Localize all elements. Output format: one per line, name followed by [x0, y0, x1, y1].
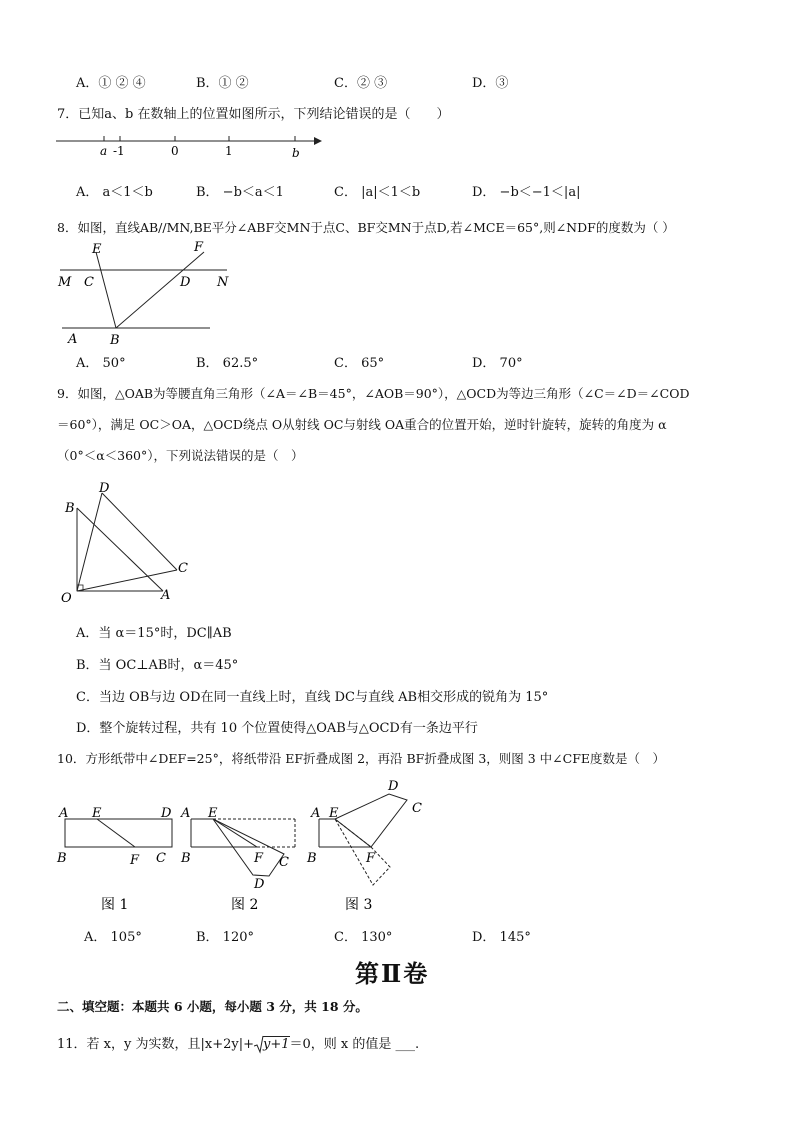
sqrt-symbol [254, 1037, 290, 1052]
q7-number-line [52, 130, 332, 162]
svg-text:A: A [68, 332, 78, 347]
radical-sign-icon [254, 1035, 264, 1055]
q9-option-b: B．当 OC⊥AB时，α＝45° [76, 658, 239, 673]
q10-figures [55, 772, 435, 917]
svg-text:F: F [254, 851, 264, 866]
q7-option-d: D． −b＜−1＜|a| [472, 185, 581, 200]
q10-fig3 [306, 779, 422, 913]
svg-text:M: M [58, 275, 72, 290]
label-minus1: -1 [113, 144, 125, 158]
q11-suffix: ＝0，则 x 的值是 ___. [289, 1037, 420, 1052]
svg-text:C: C [412, 801, 422, 816]
q9-option-d: D．整个旋转过程，共有 10 个位置使得△OAB与△OCD有一条边平行 [76, 721, 478, 736]
label-b: b [292, 146, 300, 160]
section-header: 二、填空题：本题共 6 小题，每小题 3 分，共 18 分。 [57, 999, 368, 1014]
q11 [57, 1033, 419, 1052]
q10-stem: 10．方形纸带中∠DEF=25°，将纸带沿 EF折叠成图 2，再沿 BF折叠成图 3，则图 3 中∠CFE度数是（ ） [57, 751, 666, 766]
q8-option-b: B． 62.5° [196, 356, 259, 371]
q8-option-c: C． 65° [334, 356, 385, 371]
svg-text:B: B [181, 851, 191, 866]
svg-text:C: C [279, 855, 289, 870]
q10-option-d: D． 145° [472, 930, 531, 945]
q10-fig1 [56, 806, 172, 913]
svg-text:A: A [59, 806, 69, 821]
svg-text:A: A [311, 806, 321, 821]
svg-text:D: D [161, 806, 172, 821]
svg-text:D: D [180, 275, 191, 290]
svg-text:E: E [92, 242, 102, 257]
q8-option-a: A． 50° [76, 356, 126, 371]
q9-line3: （0°＜α＜360°），下列说法错误的是（ ） [57, 448, 304, 463]
svg-text:F: F [366, 851, 376, 866]
svg-text:F: F [130, 853, 140, 868]
svg-text:D: D [388, 779, 399, 794]
svg-text:F: F [194, 240, 204, 255]
svg-text:C: C [178, 561, 188, 576]
label-0: 0 [171, 144, 179, 158]
svg-text:B: B [307, 851, 317, 866]
svg-text:C: C [84, 275, 94, 290]
q7-stem: 7．已知a、b 在数轴上的位置如图所示，下列结论错误的是（ ） [57, 107, 450, 122]
q11-prefix: 11．若 x，y 为实数，且|x+2y|+ [57, 1037, 254, 1052]
svg-text:O: O [61, 591, 72, 606]
q10-fig2 [180, 806, 295, 913]
q8-stem: 8．如图，直线AB//MN,BE平分∠ABF交MN于点C、BF交MN于点D,若∠MCE＝65°,则∠NDF的度数为（ ） [57, 220, 675, 235]
label-a: a [100, 144, 108, 158]
svg-text:B: B [65, 501, 75, 516]
q6-option-d: D．③ [472, 76, 509, 91]
q7-option-b: B． −b＜a＜1 [196, 185, 284, 200]
svg-text:E: E [92, 806, 102, 821]
q10-option-a: A． 105° [84, 930, 142, 945]
svg-text:A: A [181, 806, 191, 821]
q9-option-c: C．当边 OB与边 OD在同一直线上时，直线 DC与直线 AB相交形成的锐角为 15° [76, 690, 549, 705]
q10-option-b: B． 120° [196, 930, 254, 945]
q9-option-a: A．当 α＝15°时，DC∥AB [76, 626, 232, 641]
svg-text:B: B [57, 851, 67, 866]
q7-option-a: A． a＜1＜b [76, 185, 153, 200]
svg-text:C: C [156, 851, 166, 866]
q6-option-b: B．① ② [196, 76, 249, 91]
caption-fig1: 图 1 [101, 897, 129, 913]
q6-option-c: C．② ③ [334, 76, 388, 91]
svg-text:A: A [161, 588, 171, 603]
caption-fig3: 图 3 [345, 897, 373, 913]
svg-text:N: N [217, 275, 229, 290]
q9-figure [55, 478, 205, 608]
q9-line1: 9．如图，△OAB为等腰直角三角形（∠A＝∠B＝45°，∠AOB＝90°），△OCD为等边三角形（∠C＝∠D＝∠COD [57, 386, 690, 401]
svg-text:D: D [99, 481, 110, 496]
section-title: 第Ⅱ卷 [355, 959, 430, 988]
svg-text:E: E [208, 806, 218, 821]
q9-line2: ＝60°），满足 OC＞OA，△OCD绕点 O从射线 OC与射线 OA重合的位置开始，逆时针旋转，旋转的角度为 α [57, 417, 667, 432]
q11-radicand: y+1 [262, 1037, 290, 1052]
q8-figure [52, 238, 242, 348]
q7-option-c: C． |a|＜1＜b [334, 185, 421, 200]
label-1: 1 [225, 144, 233, 158]
svg-text:D: D [254, 877, 265, 892]
svg-text:B: B [110, 333, 120, 348]
q6-option-a: A．① ② ④ [76, 76, 146, 91]
caption-fig2: 图 2 [231, 897, 259, 913]
q8-option-d: D． 70° [472, 356, 523, 371]
svg-text:E: E [329, 806, 339, 821]
q10-option-c: C． 130° [334, 930, 393, 945]
